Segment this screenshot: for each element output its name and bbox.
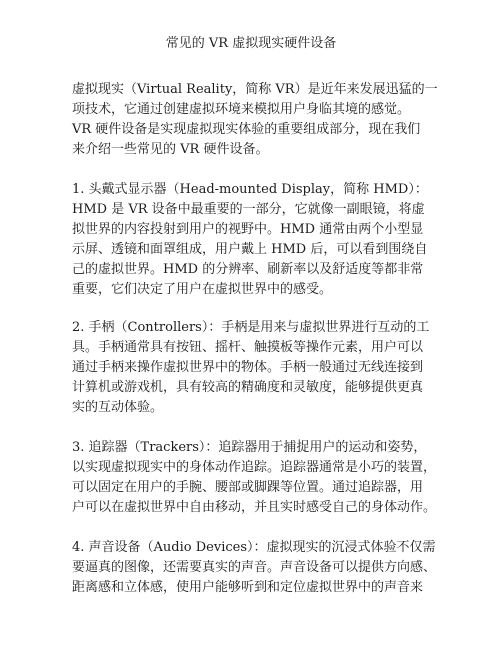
section-hmd [72,180,492,300]
intro-line: VR 硬件设备是实现虚拟现实体验的重要组成部分，现在我们 [72,122,421,137]
section-line: 通过手柄来操作虚拟世界中的物体。手柄一般通过无线连接到 [72,360,424,375]
section-controllers [72,318,492,418]
section-line: 计算机或游戏机，具有较高的精确度和灵敏度，能够提供更真 [72,380,424,395]
intro-line: 项技术，它通过创建虚拟环境来模拟用户身临其境的感觉。 [72,102,411,117]
section-line: 重要，它们决定了用户在虚拟世界中的感受。 [72,282,333,297]
section-line: 示屏、透镜和面罩组成，用户戴上 HMD 后，可以看到围绕自 [72,242,428,257]
document-title: 常见的 VR 虚拟现实硬件设备 [165,36,337,51]
section-line: 己的虚拟世界。HMD 的分辨率、刷新率以及舒适度等都非常 [72,262,424,277]
section-line: 距离感和立体感，使用户能够听到和定位虚拟世界中的声音来 [72,580,424,595]
intro-line: 虚拟现实（Virtual Reality，简称 VR）是近年来发展迅猛的一 [72,82,438,97]
section-heading: 4. 声音设备（Audio Devices）：虚拟现实的沉浸式体验不仅需 [72,540,436,555]
section-line: 实的互动体验。 [72,400,164,415]
section-line: 具。手柄通常具有按钮、摇杆、触摸板等操作元素，用户可以 [72,340,424,355]
section-audio [72,538,492,598]
section-heading: 1. 头戴式显示器（Head-mounted Display，简称 HMD）： [72,182,428,197]
section-line: 拟世界的内容投射到用户的视野中。HMD 通常由两个小型显 [72,222,424,237]
section-line: 可以固定在用户的手腕、腰部或脚踝等位置。通过追踪器，用 [72,480,424,495]
section-trackers [72,438,492,518]
section-heading: 3. 追踪器（Trackers）：追踪器用于捕捉用户的运动和姿势， [72,440,427,455]
intro-paragraph [72,80,492,160]
section-line: 以实现虚拟现实中的身体动作追踪。追踪器通常是小巧的装置， [72,460,437,475]
intro-line: 来介绍一些常见的 VR 硬件设备。 [72,142,269,157]
section-line: 户可以在虚拟世界中自由移动，并且实时感受自己的身体动作。 [72,500,437,515]
section-line: 要逼真的图像，还需要真实的声音。声音设备可以提供方向感、 [72,560,437,575]
section-line: HMD 是 VR 设备中最重要的一部分，它就像一副眼镜，将虚 [72,202,425,217]
section-heading: 2. 手柄（Controllers）：手柄是用来与虚拟世界进行互动的工 [72,320,430,335]
